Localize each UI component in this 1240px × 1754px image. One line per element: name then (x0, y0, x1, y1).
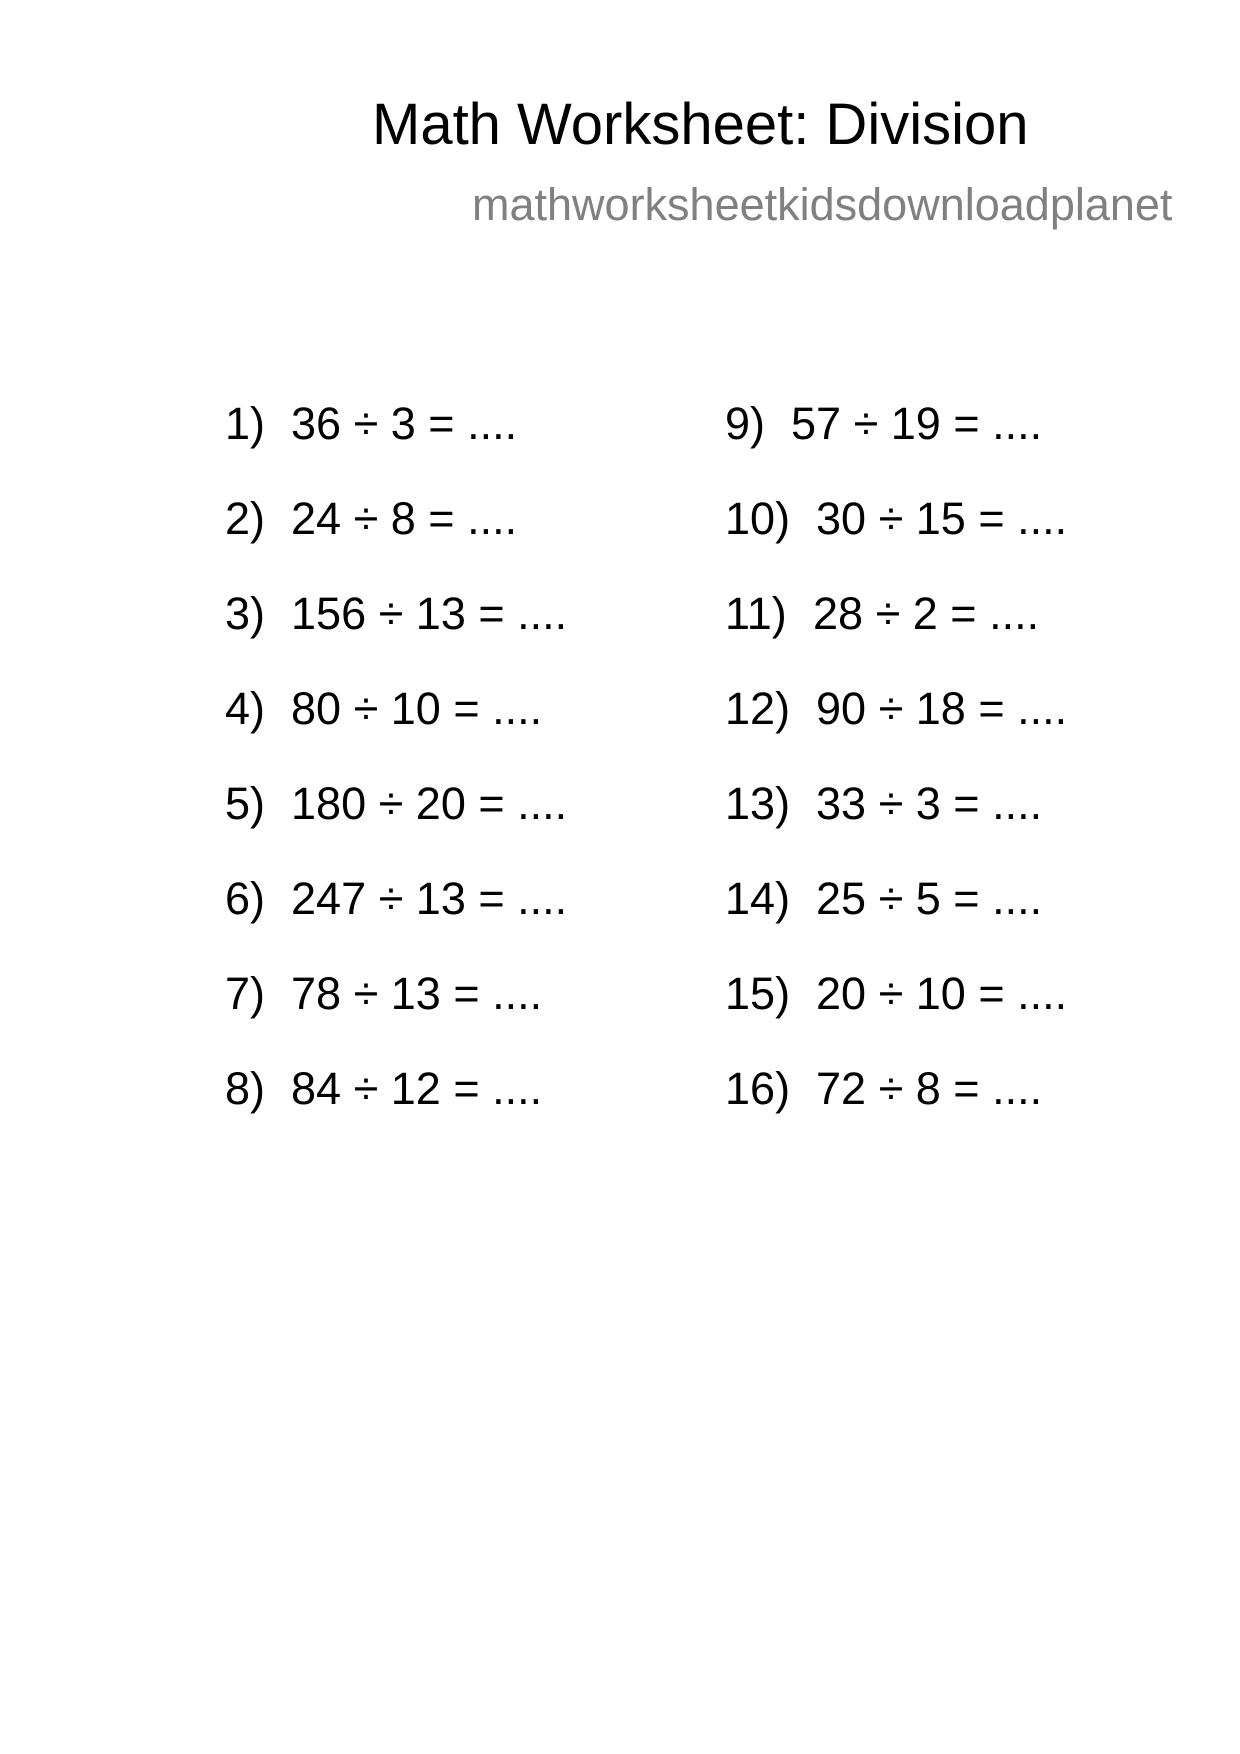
problem-expression: 57 ÷ 19 = .... (791, 398, 1043, 449)
problem-number: 2) (225, 493, 266, 544)
problem-number: 5) (225, 778, 266, 829)
worksheet-title: Math Worksheet: Division (372, 92, 1029, 157)
problem-expression: 72 ÷ 8 = .... (816, 1063, 1043, 1114)
problem-number: 7) (225, 968, 266, 1019)
problem-item (200, 926, 543, 1019)
problem-number: 4) (225, 683, 266, 734)
problem-expression: 180 ÷ 20 = .... (291, 778, 568, 829)
problem-number: 14) (725, 873, 791, 924)
problem-expression: 247 ÷ 13 = .... (291, 873, 568, 924)
problem-number: 9) (725, 398, 766, 449)
problem-number: 12) (725, 683, 791, 734)
problem-item (700, 546, 1040, 639)
problem-number: 3) (225, 588, 266, 639)
problem-item (700, 641, 1068, 734)
problem-number: 1) (225, 398, 266, 449)
problem-number: 16) (725, 1063, 791, 1114)
problem-item (700, 451, 1068, 544)
problem-number: 13) (725, 778, 791, 829)
problem-number: 6) (225, 873, 266, 924)
problem-expression: 90 ÷ 18 = .... (816, 683, 1068, 734)
problem-item (200, 831, 568, 924)
problem-expression: 78 ÷ 13 = .... (291, 968, 543, 1019)
problem-expression: 80 ÷ 10 = .... (291, 683, 543, 734)
problem-number: 15) (725, 968, 791, 1019)
problem-expression: 156 ÷ 13 = .... (291, 588, 568, 639)
problem-item (700, 926, 1068, 1019)
problem-expression: 25 ÷ 5 = .... (816, 873, 1043, 924)
problem-expression: 28 ÷ 2 = .... (813, 588, 1040, 639)
problem-item (200, 1021, 543, 1114)
problem-expression: 84 ÷ 12 = .... (291, 1063, 543, 1114)
problem-expression: 33 ÷ 3 = .... (816, 778, 1043, 829)
problem-item (200, 356, 518, 449)
problem-expression: 30 ÷ 15 = .... (816, 493, 1068, 544)
problem-number: 11) (725, 588, 787, 639)
problem-item (200, 641, 543, 734)
problem-expression: 24 ÷ 8 = .... (291, 493, 518, 544)
problem-item (700, 356, 1043, 449)
problem-number: 10) (725, 493, 791, 544)
problem-item (200, 451, 518, 544)
problem-item (700, 1021, 1043, 1114)
problem-item (200, 546, 568, 639)
problem-item (700, 831, 1043, 924)
problem-number: 8) (225, 1063, 266, 1114)
problem-item (700, 736, 1043, 829)
problem-item (200, 736, 568, 829)
problem-expression: 20 ÷ 10 = .... (816, 968, 1068, 1019)
worksheet-subtitle: mathworksheetkidsdownloadplanet (472, 179, 1173, 230)
problem-expression: 36 ÷ 3 = .... (291, 398, 518, 449)
